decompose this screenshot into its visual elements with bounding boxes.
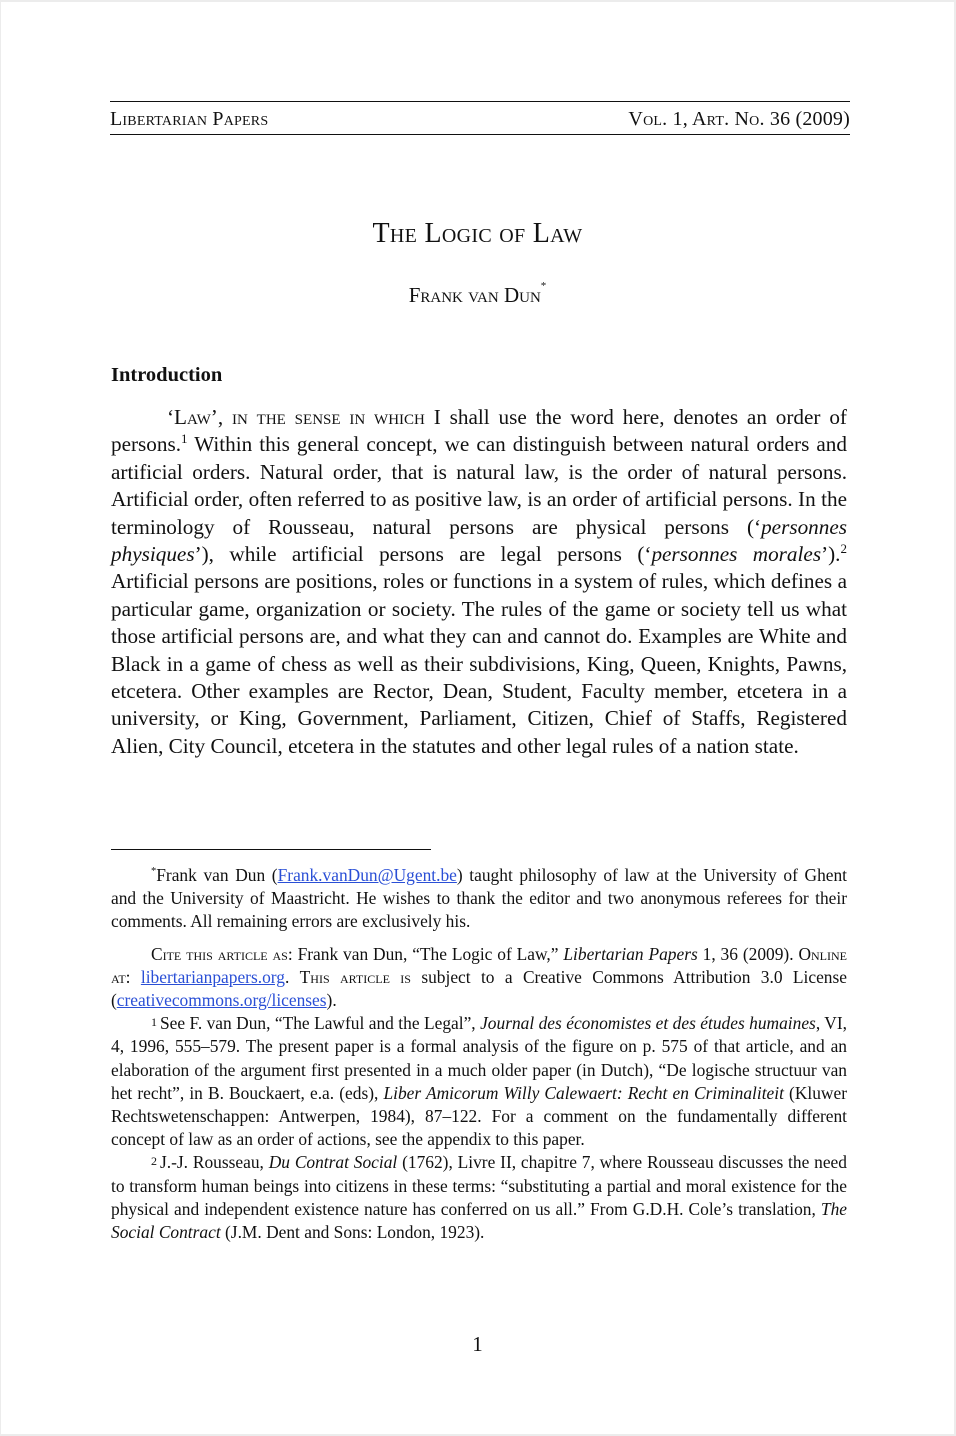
footnote-ref-1[interactable]: 1 [181,431,188,447]
author-name: Frank van Dun [408,283,541,307]
lead-in-small-caps: ‘Law’, in the sense in which [167,405,425,429]
italic-term: personnes physiques [111,514,847,567]
footnote-1: 1 See F. van Dun, “The Lawful and the Legal”, Journal des économistes et des études humaines, VI, 4, 1996, 555–579. The present paper is a formal analysis of the figure on p. 575 of that article, and an elaboration of the argument first presented in a much older paper (in Dutch), “De logische structuur van het recht”, in B. Bouckaert, e.a. (eds), Liber Amicorum Willy Calewaert: Recht en Criminaliteit (Kluwer Rechtswetenschappen: Antwerpen, 1984), 87–122. For a comment on the fundamentally different concept of law as an order of actions, see the appendix to this paper. [111,1013,847,1150]
footnotes [111,864,847,1244]
footnote-separator [111,849,431,850]
running-head [110,101,850,135]
page-number: 1 [472,1332,483,1356]
journal-name: Libertarian Papers [110,108,269,130]
author-footnote-mark[interactable]: * [540,280,547,292]
article-title: The Logic of Law [372,218,583,249]
footnote-2: 2 J.-J. Rousseau, Du Contrat Social (1762), Livre II, chapitre 7, where Rousseau discusses the need to transform human beings into citizens in these terms: “substituting a partial and moral existence for the physical and independent existence nature has conferred on us all.” From G.D.H. Cole’s translation, The Social Contract (J.M. Dent and Sons: London, 1923). [111,1152,847,1243]
footnote-ref-2[interactable]: 2 [840,540,847,556]
introduction-paragraph: ‘Law’, in the sense in which I shall use the word here, denotes an order of persons.$^1$ Within this general concept, we can distinguish between natural orders and artificial orders. Natural order, that is natural law, is the order of natural persons. Artificial order, often referred to as positive law, is an order of artificial persons. In the terminology of Rousseau, natural persons are physical persons (‘personnes physiques’), while artificial persons are legal persons (‘personnes morales’).$^2$ Artificial persons are positions, roles or functions in a system of rules, which defines a particular game, organization or society. The rules of the game or society tell us what those artificial persons are, and what they can and cannot do. Examples are White and Black in a game of chess as well as their subdivisions, King, Queen, Knights, Pawns, etcetera. Other examples are Rector, Dean, Student, Faculty member, etcetera in a university, or King, Government, Parliament, Citizen, Chief of Staffs, Registered Alien, City Council, etcetera in the statutes and other legal rules of a nation state. [111,405,847,758]
italic-term: personnes morales [651,542,822,567]
footnote-number: 2 [151,1154,157,1169]
license-link[interactable]: creativecommons.org/licenses [116,990,327,1011]
volume-citation: Vol. 1, Art. No. 36 (2009) [628,108,850,130]
document-page [1,2,954,1434]
author-line [1,280,954,308]
section-heading-introduction: Introduction [111,364,223,386]
footnote-citation: Cite this article as: Frank van Dun, “The Logic of Law,” Libertarian Papers 1, 36 (2009). Online at: libertarianpapers.org. This article is subject to a Creative Commons Attribution 3.0 License (creativecommons.org/licenses). [111,943,847,1011]
author-email-link[interactable]: Frank.vanDun@Ugent.be [277,865,457,885]
footnote-author: *Frank van Dun (Frank.vanDun@Ugent.be) taught philosophy of law at the University of Ghent and the University of Maastricht. He wishes to thank the editor and two anonymous referees for their comments. All remaining errors are exclusively his. [111,865,848,932]
journal-site-link[interactable]: libertarianpapers.org [140,966,285,987]
footnote-number: 1 [151,1015,157,1030]
